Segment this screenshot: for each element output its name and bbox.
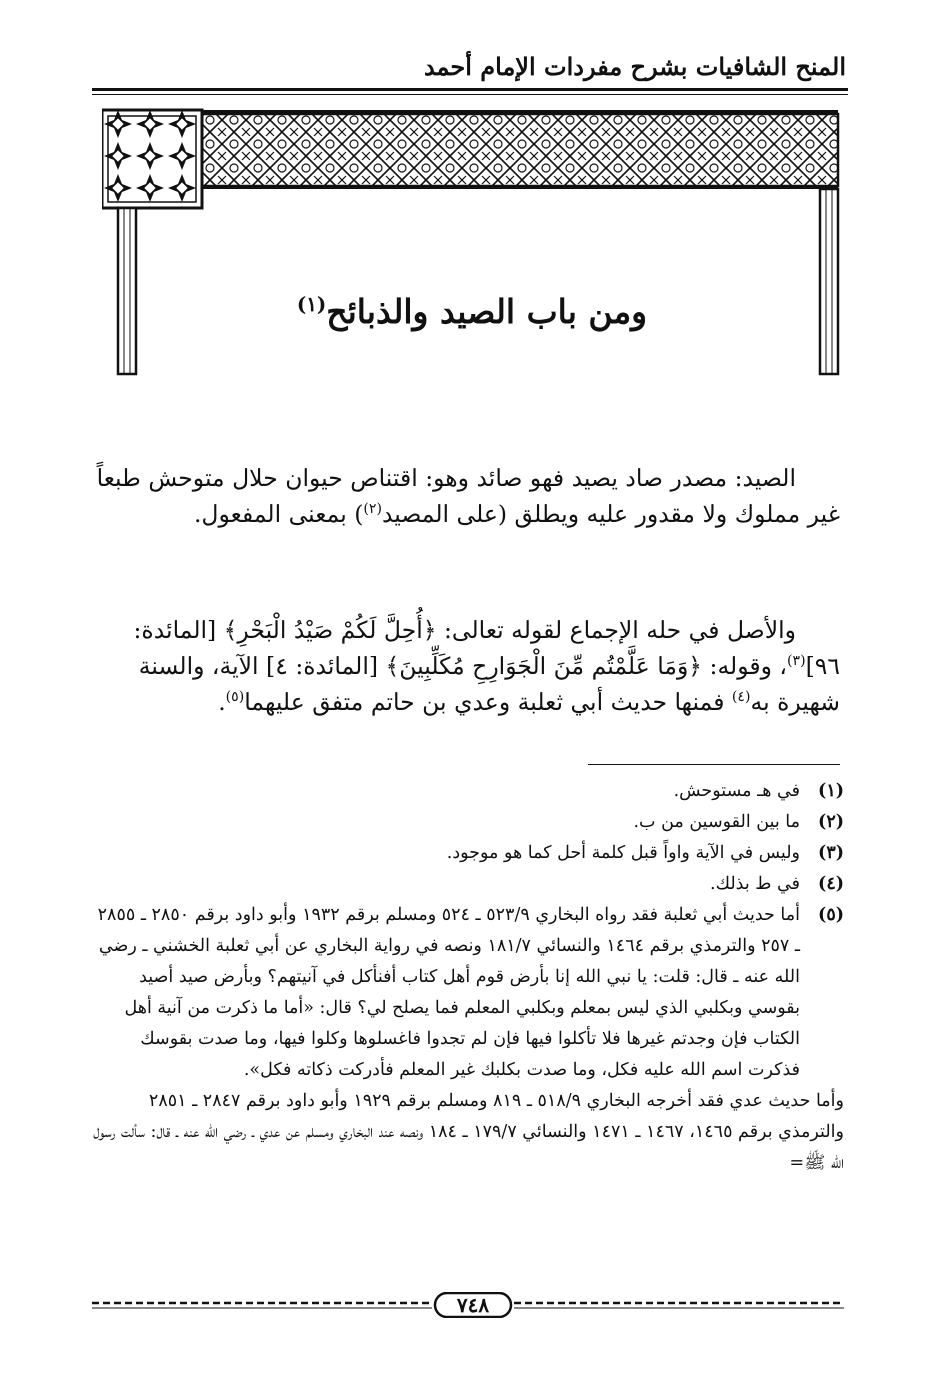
paragraph-text: والأصل في حله الإجماع لقوله تعالى: ﴿أُحِلَّ لَكُمْ صَيْدُ الْبَحْرِ﴾ [المائدة: ٩٦]	[133, 616, 840, 680]
footnote-number: (٤)	[818, 874, 844, 894]
ornamental-frame	[102, 108, 842, 376]
chapter-frame	[102, 108, 842, 376]
footnote-text: في ط بذلك.	[710, 874, 800, 894]
running-header	[92, 48, 848, 96]
footnote-ref: (٣)	[787, 653, 806, 670]
running-title: المنح الشافيات بشرح مفردات الإمام أحمد	[423, 52, 846, 81]
footnote-item	[92, 869, 844, 900]
paragraph-text: ) بمعنى المفعول.	[193, 500, 364, 528]
footnote-separator	[588, 764, 840, 765]
footnote-number: (٢)	[818, 812, 844, 832]
footnote-number: (٥)	[818, 905, 844, 925]
footnote-number: (١)	[818, 781, 844, 801]
footnote-text: وليس في الآية واواً قبل كلمة أحل كما هو موجود.	[446, 843, 800, 863]
footnote-ref: (١)	[296, 292, 327, 316]
header-rule-thin	[92, 94, 848, 95]
paragraph-evidence	[92, 612, 840, 720]
footnote-text: ما بين القوسين من ب.	[633, 812, 800, 832]
paragraph-text: .	[218, 688, 226, 716]
footnote-text: أما حديث أبي ثعلبة فقد رواه البخاري ٥٢٣/٩ ـ ٥٢٤ ومسلم برقم ١٩٣٢ وأبو داود برقم ٢٨٥٠ ـ ٢٨٥٥ ـ ٢٥٧ والترمذي برقم ١٤٦٤ والنسائي ١٨١/٧ ونصه في رواية البخاري عن أبي ثعلبة الخشني ـ رضي الله عنه ـ قال: قلت: يا نبي الله إنا بأرض قوم أهل كتاب أفنأكل في آنيتهم؟ وبأرض صيد أصيد بقوسي وبكلبي الذي ليس بمعلم وبكلبي المعلم فما يصلح لي؟ قال: «أما ما ذكرت من آنية أهل الكتاب فإن وجدتم غيرها فلا تأكلوا فيها فإن لم تجدوا فاغسلوها وكلوا فيها، وما صدت بقوسك فذكرت اسم الله عليه فكل، وما صدت بكلبك غير المعلم فأدركت ذكاته فكل».	[97, 905, 800, 1080]
paragraph-text: فمنها حديث أبي ثعلبة وعدي بن حاتم متفق عليهما	[244, 688, 732, 716]
header-rule-thick	[92, 88, 848, 91]
footnote-ref: (٢)	[363, 501, 382, 518]
chapter-title	[102, 292, 842, 331]
paragraph-text: ، وقوله: ﴿وَمَا عَلَّمْتُم مِّنَ الْجَوَارِحِ مُكَلِّبِينَ﴾ [المائدة: ٤] الآية، والسنة شهيرة به	[138, 652, 840, 716]
footnote-item	[92, 776, 844, 807]
footnote-ref: (٤)	[731, 689, 751, 706]
paragraph-definition	[92, 460, 840, 532]
footnote-number: (٣)	[818, 843, 844, 863]
footnotes	[92, 776, 844, 1179]
chapter-title-text: ومن باب الصيد والذبائح	[326, 292, 648, 331]
footnote-item	[92, 900, 844, 1086]
footnote-ref: (٥)	[225, 689, 245, 706]
footnote-text: في هـ مستوحش.	[673, 781, 800, 801]
footnote-continuation: وأما حديث عدي فقد أخرجه البخاري ٥١٨/٩ ـ ٨١٩ ومسلم برقم ١٩٢٩ وأبو داود برقم ٢٨٤٧ ـ ٢٨٥١ والترمذي برقم ١٤٦٥، ١٤٦٧ ـ ١٤٧١ والنسائي ١٧٩/٧ ـ ١٨٤ ونصه عند البخاري ومسلم عن عدي ـ رضي الله عنه ـ قال: سألت رسول الله ﷺ=	[93, 1091, 844, 1173]
page-number: ٧٤٨	[456, 1293, 490, 1317]
paragraph-text: الصيد: مصدر صاد يصيد فهو صائد وهو: اقتناص حيوان حلال متوحش طبعاً غير مملوك ولا مقدور عليه ويطلق (على المصيد	[96, 464, 840, 528]
footnote-item	[92, 807, 844, 838]
footnote-item	[92, 838, 844, 869]
